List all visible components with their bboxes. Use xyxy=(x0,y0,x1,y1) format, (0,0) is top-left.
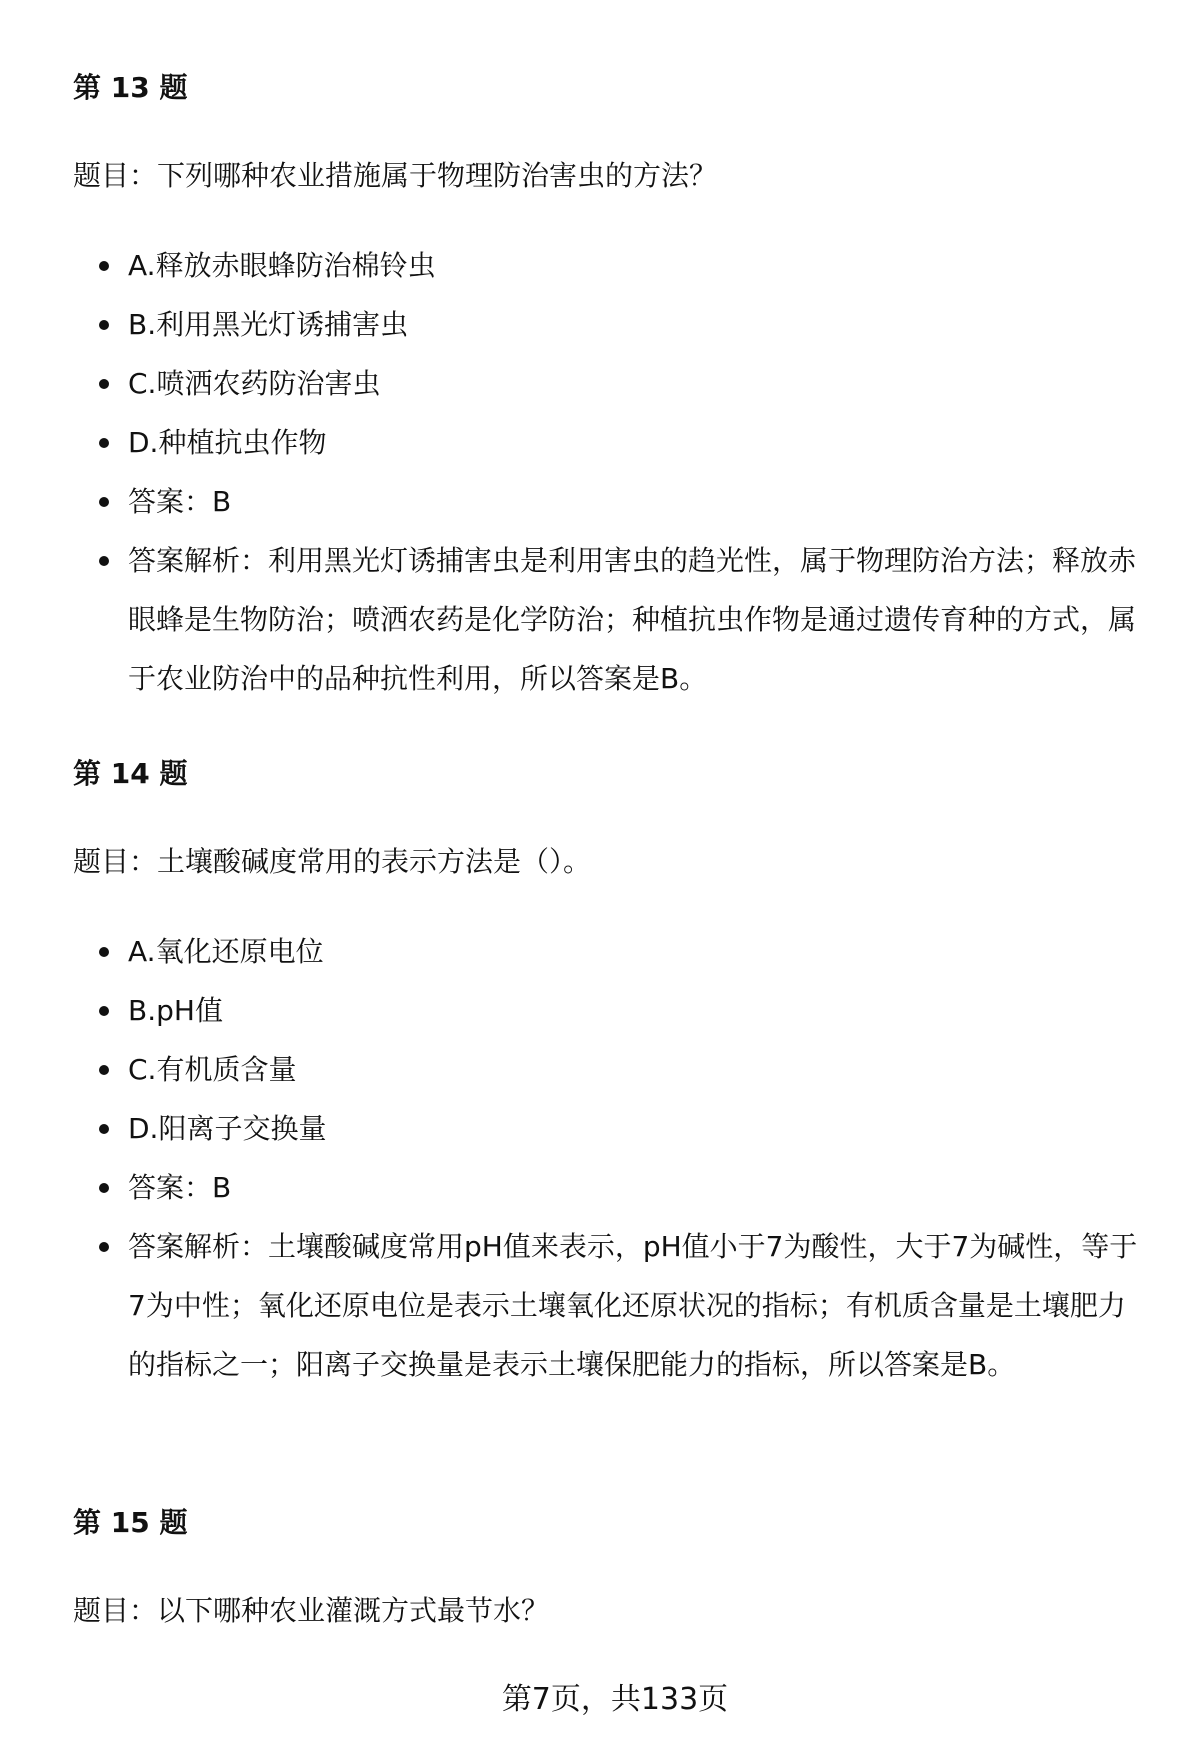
option-text: D.种植抗虫作物 xyxy=(128,426,327,459)
option-text: A.氧化还原电位 xyxy=(128,935,324,968)
bullet-icon xyxy=(99,1065,109,1075)
bullet-icon xyxy=(99,320,109,330)
option-text: D.阳离子交换量 xyxy=(128,1112,327,1145)
option-text: A.释放赤眼蜂防治棉铃虫 xyxy=(128,249,436,282)
question-13 xyxy=(73,68,1153,708)
question-text: 题目：下列哪种农业措施属于物理防治害虫的方法？ xyxy=(73,159,718,192)
explanation-text: 答案解析：土壤酸碱度常用pH值来表示，pH值小于7为酸性，大于7为碱性，等于7为中性；氧化还原电位是表示土壤氧化还原状况的指标；有机质含量是土壤肥力的指标之一；阳离子交换量是表示土壤保肥能力的指标，所以答案是B。 xyxy=(128,1230,1138,1381)
question-heading: 第 14 题 xyxy=(73,757,188,790)
bullet-icon xyxy=(99,497,109,507)
bullet-icon xyxy=(99,1242,109,1252)
question-options xyxy=(73,236,1153,708)
bullet-icon xyxy=(99,379,109,389)
option-a xyxy=(73,922,1153,981)
option-d xyxy=(73,1099,1153,1158)
option-b xyxy=(73,981,1153,1040)
question-15 xyxy=(73,1503,1153,1631)
option-text: B.利用黑光灯诱捕害虫 xyxy=(128,308,409,341)
option-text: B.pH值 xyxy=(128,994,223,1027)
bullet-icon xyxy=(99,1124,109,1134)
explanation-text: 答案解析：利用黑光灯诱捕害虫是利用害虫的趋光性，属于物理防治方法；释放赤眼蜂是生物防治；喷洒农药是化学防治；种植抗虫作物是通过遗传育种的方式，属于农业防治中的品种抗性利用，所以答案是B。 xyxy=(128,544,1137,695)
bullet-icon xyxy=(99,556,109,566)
question-text: 题目：土壤酸碱度常用的表示方法是（）。 xyxy=(73,845,592,878)
option-c xyxy=(73,1040,1153,1099)
question-options xyxy=(73,922,1153,1394)
bullet-icon xyxy=(99,261,109,271)
answer-text: 答案：B xyxy=(128,1171,232,1204)
option-c xyxy=(73,354,1153,413)
answer xyxy=(73,472,1153,531)
answer-text: 答案：B xyxy=(128,485,232,518)
bullet-icon xyxy=(99,438,109,448)
answer-explanation xyxy=(73,1217,1153,1394)
option-b xyxy=(73,295,1153,354)
bullet-icon xyxy=(99,1006,109,1016)
bullet-icon xyxy=(99,947,109,957)
option-d xyxy=(73,413,1153,472)
option-a xyxy=(73,236,1153,295)
bullet-icon xyxy=(99,1183,109,1193)
question-text: 题目：以下哪种农业灌溉方式最节水？ xyxy=(73,1594,550,1627)
answer-explanation xyxy=(73,531,1153,708)
page-number: 第7页，共133页 xyxy=(501,1682,729,1717)
answer xyxy=(73,1158,1153,1217)
question-14 xyxy=(73,754,1153,1394)
question-heading: 第 13 题 xyxy=(73,71,188,104)
option-text: C.喷洒农药防治害虫 xyxy=(128,367,381,400)
option-text: C.有机质含量 xyxy=(128,1053,297,1086)
question-heading: 第 15 题 xyxy=(73,1506,188,1539)
